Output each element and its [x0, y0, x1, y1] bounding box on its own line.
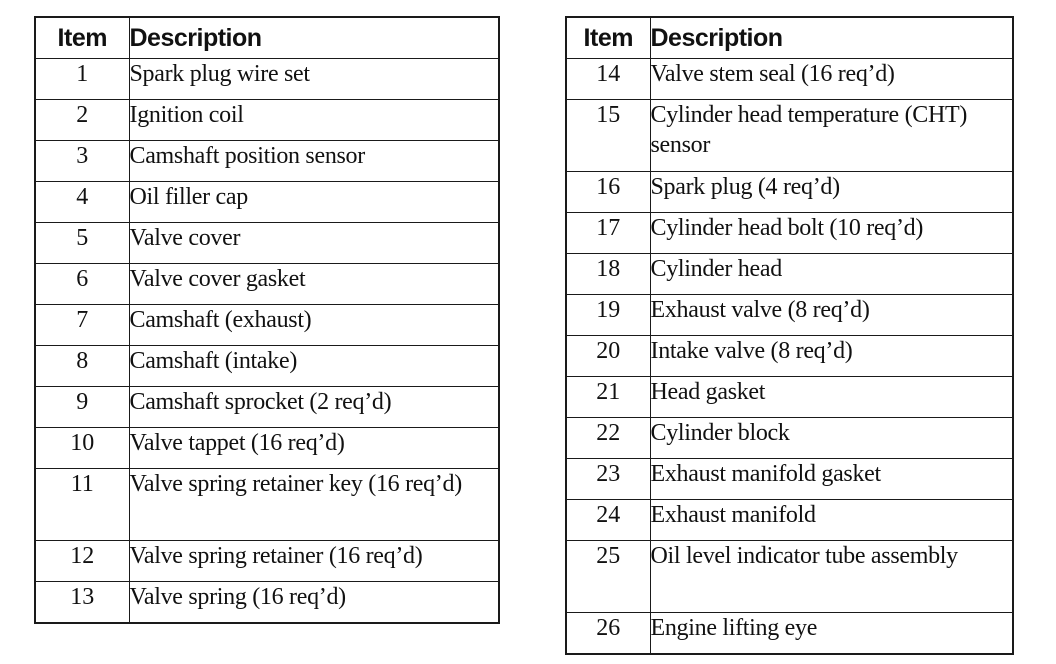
- item-description: Camshaft (intake): [129, 346, 499, 387]
- item-description: Valve stem seal (16 req’d): [650, 59, 1013, 100]
- table-row: [35, 582, 499, 623]
- item-number: 19: [566, 295, 650, 336]
- item-number: 20: [566, 336, 650, 377]
- table-row: [35, 305, 499, 346]
- item-number: 4: [35, 182, 129, 223]
- parts-table-right: [565, 16, 1014, 655]
- item-number: 8: [35, 346, 129, 387]
- item-description: Head gasket: [650, 377, 1013, 418]
- item-description: Intake valve (8 req’d): [650, 336, 1013, 377]
- item-description: Valve cover gasket: [129, 264, 499, 305]
- table-row: [35, 469, 499, 541]
- item-number: 16: [566, 172, 650, 213]
- table-row: [35, 59, 499, 100]
- table-row: [35, 264, 499, 305]
- item-number: 21: [566, 377, 650, 418]
- item-number: 2: [35, 100, 129, 141]
- table-row: [35, 100, 499, 141]
- item-description: Engine lifting eye: [650, 613, 1013, 654]
- item-description: Camshaft (exhaust): [129, 305, 499, 346]
- table-row: [35, 346, 499, 387]
- item-number: 9: [35, 387, 129, 428]
- item-number: 3: [35, 141, 129, 182]
- item-number: 10: [35, 428, 129, 469]
- item-description: Spark plug (4 req’d): [650, 172, 1013, 213]
- item-description: Camshaft position sensor: [129, 141, 499, 182]
- table-row: [35, 223, 499, 264]
- item-number: 11: [35, 469, 129, 541]
- table-row: [566, 541, 1013, 613]
- table-row: [566, 213, 1013, 254]
- table-row: [35, 141, 499, 182]
- item-number: 5: [35, 223, 129, 264]
- item-number: 14: [566, 59, 650, 100]
- table-row: [35, 428, 499, 469]
- item-description: Cylinder head temperature (CHT) sensor: [650, 100, 1013, 172]
- table-row: [566, 59, 1013, 100]
- column-header-item: Item: [566, 17, 650, 59]
- table-row: [566, 100, 1013, 172]
- item-number: 7: [35, 305, 129, 346]
- column-header-item: Item: [35, 17, 129, 59]
- table-row: [566, 613, 1013, 654]
- item-number: 12: [35, 541, 129, 582]
- item-description: Valve spring (16 req’d): [129, 582, 499, 623]
- table-row: [566, 336, 1013, 377]
- table-header-row: [566, 17, 1013, 59]
- table-row: [35, 182, 499, 223]
- item-description: Exhaust manifold gasket: [650, 459, 1013, 500]
- item-description: Camshaft sprocket (2 req’d): [129, 387, 499, 428]
- item-number: 18: [566, 254, 650, 295]
- item-description: Valve tappet (16 req’d): [129, 428, 499, 469]
- table-row: [566, 295, 1013, 336]
- item-number: 13: [35, 582, 129, 623]
- item-number: 26: [566, 613, 650, 654]
- item-number: 25: [566, 541, 650, 613]
- parts-table-left: [34, 16, 500, 624]
- table-row: [566, 418, 1013, 459]
- item-description: Exhaust valve (8 req’d): [650, 295, 1013, 336]
- table-row: [566, 500, 1013, 541]
- item-description: Valve cover: [129, 223, 499, 264]
- item-number: 6: [35, 264, 129, 305]
- item-description: Oil filler cap: [129, 182, 499, 223]
- table-row: [566, 172, 1013, 213]
- table-row: [566, 377, 1013, 418]
- table-row: [35, 387, 499, 428]
- item-description: Oil level indicator tube assembly: [650, 541, 1013, 613]
- column-header-description: Description: [650, 17, 1013, 59]
- item-description: Valve spring retainer (16 req’d): [129, 541, 499, 582]
- item-number: 22: [566, 418, 650, 459]
- item-description: Cylinder head bolt (10 req’d): [650, 213, 1013, 254]
- item-description: Cylinder block: [650, 418, 1013, 459]
- item-number: 17: [566, 213, 650, 254]
- table-header-row: [35, 17, 499, 59]
- item-number: 15: [566, 100, 650, 172]
- item-description: Spark plug wire set: [129, 59, 499, 100]
- item-number: 1: [35, 59, 129, 100]
- column-header-description: Description: [129, 17, 499, 59]
- table-row: [566, 459, 1013, 500]
- item-number: 23: [566, 459, 650, 500]
- item-description: Valve spring retainer key (16 req’d): [129, 469, 499, 541]
- item-description: Exhaust manifold: [650, 500, 1013, 541]
- item-number: 24: [566, 500, 650, 541]
- table-row: [566, 254, 1013, 295]
- item-description: Ignition coil: [129, 100, 499, 141]
- table-row: [35, 541, 499, 582]
- item-description: Cylinder head: [650, 254, 1013, 295]
